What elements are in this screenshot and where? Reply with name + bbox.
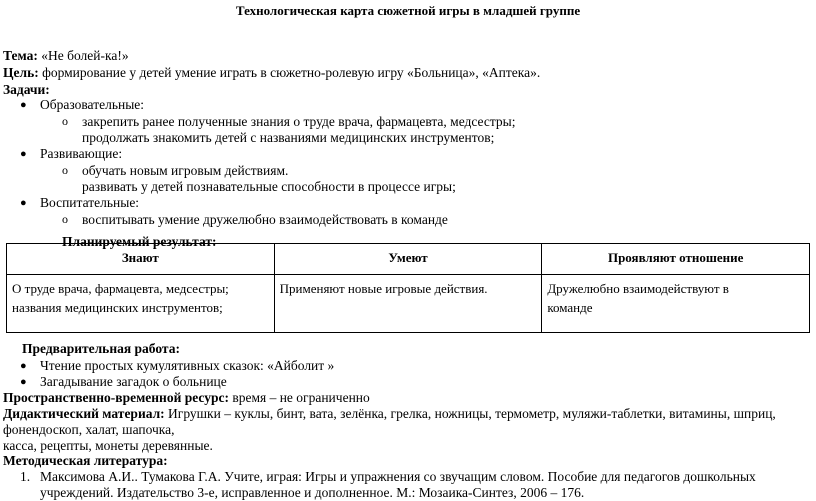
table-cell-know: [7, 275, 275, 333]
prep-item: Загадывание загадок о больнице: [40, 374, 227, 389]
theme-value: «Не болей-ка!»: [37, 48, 129, 63]
goal-label: Цель:: [3, 65, 39, 80]
task-item: развивать у детей познавательные способности в процессе игры;: [82, 179, 456, 194]
tasks-label: Задачи:: [3, 82, 50, 97]
literature-line-1: Максимова А.И.. Тумакова Г.А. Учите, играя: Игры и упражнения со звучащим словом. Пособие для педагогов дошкольных: [40, 469, 756, 484]
material-value: Игрушки – куклы, бинт, вата, зелёнка, грелка, ножницы, термометр, муляжи-таблетки, витамины, шприц,: [164, 406, 776, 421]
task-item: закрепить ранее полученные знания о труде врача, фармацевта, медсестры;: [82, 114, 516, 129]
cell-line: О труде врача, фармацевта, медсестры;: [12, 281, 229, 296]
bullet-icon: ●: [20, 148, 27, 160]
table-header: Знают: [7, 244, 275, 275]
table-cell-can: [274, 275, 542, 333]
material-line-3: касса, рецепты, монеты деревянные.: [3, 438, 213, 453]
goal-line: [3, 65, 540, 81]
circle-bullet-icon: o: [62, 212, 68, 226]
literature-number: 1.: [20, 469, 31, 484]
table-cell-attitude: [542, 275, 810, 333]
table-header-row: [7, 244, 810, 275]
bullet-icon: ●: [20, 360, 27, 372]
table-row: [7, 275, 810, 333]
literature-label: Методическая литература:: [3, 453, 168, 468]
cell-line: Применяют новые игровые действия.: [279, 281, 488, 296]
material-line-2: фонендоскоп, халат, шапочка,: [3, 422, 175, 437]
document-title: Технологическая карта сюжетной игры в младшей группе: [235, 3, 581, 18]
resource-value: время – не ограниченно: [228, 390, 370, 405]
results-table: [6, 243, 810, 333]
task-group-name: Воспитательные:: [40, 195, 140, 210]
material-label: Дидактический материал:: [3, 406, 165, 421]
task-group-name: Образовательные:: [40, 97, 145, 112]
goal-value: формирование у детей умение играть в сюжетно-ролевую игру «Больница», «Аптека».: [38, 65, 541, 80]
resource-label: Пространственно-временной ресурс:: [3, 390, 229, 405]
theme-line: [3, 48, 129, 64]
resource-line: [3, 390, 370, 406]
prep-label: Предварительная работа:: [22, 341, 180, 356]
prep-item: Чтение простых кумулятивных сказок: «Айболит »: [40, 358, 335, 373]
bullet-icon: ●: [20, 197, 27, 209]
material-line: [3, 406, 776, 422]
theme-label: Тема:: [3, 48, 38, 63]
task-group-name: Развивающие:: [40, 146, 123, 161]
circle-bullet-icon: o: [62, 163, 68, 177]
result-label: Планируемый результат:: [62, 234, 217, 249]
table-header: Проявляют отношение: [542, 244, 810, 275]
task-item: обучать новым игровым действиям.: [82, 163, 289, 178]
cell-line: команде: [547, 300, 593, 315]
literature-line-2: учреждений. Издательство 3-е, исправленное и дополненное. М.: Мозаика-Синтез, 2006 – 176.: [40, 485, 585, 500]
cell-line: Дружелюбно взаимодействуют в: [547, 281, 729, 296]
task-item: продолжать знакомить детей с названиями медицинских инструментов;: [82, 130, 495, 145]
table-header: Умеют: [274, 244, 542, 275]
bullet-icon: ●: [20, 376, 27, 388]
bullet-icon: ●: [20, 99, 27, 111]
cell-line: названия медицинских инструментов;: [12, 300, 223, 315]
task-item: воспитывать умение дружелюбно взаимодействовать в команде: [82, 212, 448, 227]
circle-bullet-icon: o: [62, 114, 68, 128]
